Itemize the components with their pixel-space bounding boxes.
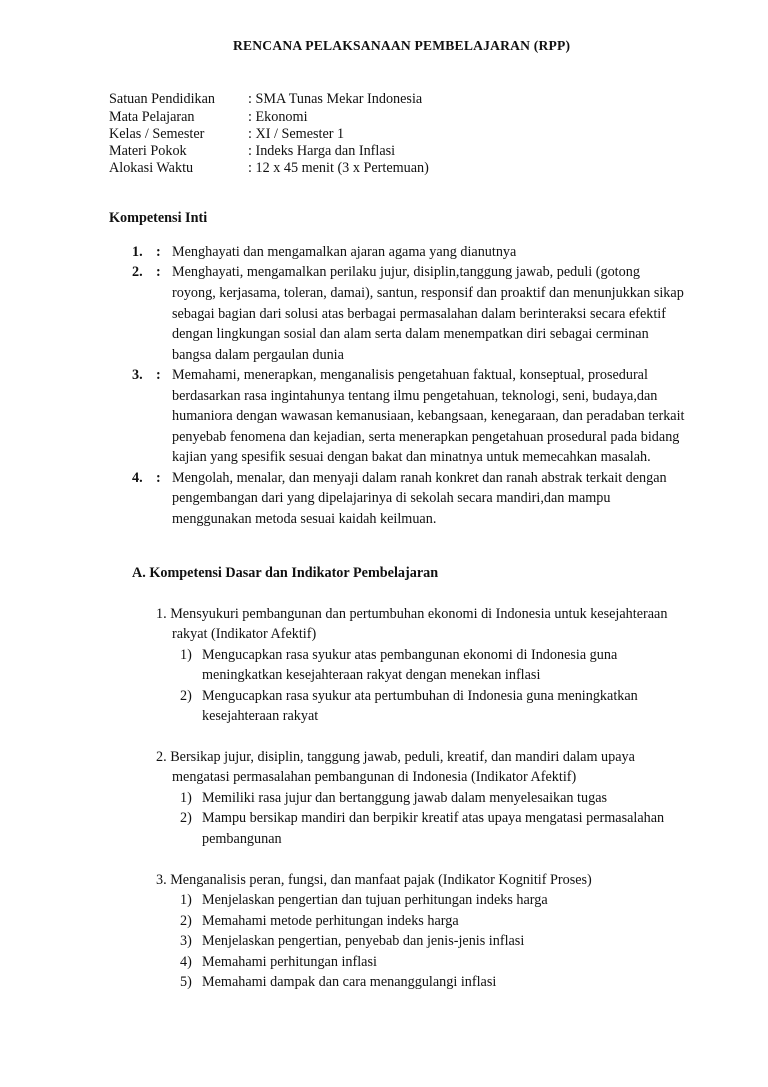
ki-line: dengan lingkungan sosial dan alam serta dalam menempatkan diri sebagai cerminan — [172, 326, 649, 342]
indicator-line: pembangunan — [202, 831, 282, 847]
ki-number: 2. — [132, 264, 143, 280]
indicator-number: 4) — [180, 954, 192, 970]
ki-line: pengembangan dari yang dipelajarinya di sekolah secara mandiri,dan mampu — [172, 490, 611, 506]
indicator-number: 5) — [180, 974, 192, 990]
section-heading-kompetensi-dasar: A. Kompetensi Dasar dan Indikator Pembelajaran — [132, 565, 439, 581]
info-value: : SMA Tunas Mekar Indonesia — [248, 91, 423, 107]
info-value: : Indeks Harga dan Inflasi — [248, 143, 396, 159]
indicator-line: Menjelaskan pengertian dan tujuan perhitungan indeks harga — [202, 892, 548, 908]
indicator-line: meningkatkan kesejahteraan rakyat dengan menekan inflasi — [202, 667, 541, 683]
ki-line: penyebab fenomena dan kejadian, serta menerapkan pengetahuan prosedural pada bidang — [172, 429, 680, 445]
indicator-number: 1) — [180, 647, 192, 663]
ki-line: sebagai bagian dari solusi atas berbagai permasalahan dalam berinteraksi secara efektif — [172, 306, 666, 322]
kd-line: 2. Bersikap jujur, disiplin, tanggung jawab, peduli, kreatif, dan mandiri dalam upaya — [156, 749, 635, 765]
ki-colon: : — [156, 244, 161, 260]
ki-colon: : — [156, 470, 161, 486]
info-value: : XI / Semester 1 — [248, 126, 345, 142]
ki-line: kajian yang spesifik sesuai dengan bakat dan minatnya untuk memecahkan masalah. — [172, 449, 651, 465]
ki-line: Menghayati dan mengamalkan ajaran agama yang dianutnya — [172, 244, 517, 260]
indicator-line: Mengucapkan rasa syukur ata pertumbuhan di Indonesia guna meningkatkan — [202, 688, 638, 704]
ki-line: humaniora dengan wawasan kemanusiaan, kebangsaan, kenegaraan, dan peradaban terkait — [172, 408, 685, 424]
indicator-line: kesejahteraan rakyat — [202, 708, 319, 724]
ki-line: menggunakan metoda sesuai kaidah keilmuan. — [172, 511, 437, 527]
indicator-number: 1) — [180, 892, 192, 908]
indicator-number: 2) — [180, 913, 192, 929]
kd-line: rakyat (Indikator Afektif) — [172, 626, 317, 642]
ki-line: Menghayati, mengamalkan perilaku jujur, disiplin,tanggung jawab, peduli (gotong — [172, 264, 640, 280]
info-label: Alokasi Waktu — [109, 160, 194, 176]
page-title: RENCANA PELAKSANAAN PEMBELAJARAN (RPP) — [233, 38, 571, 53]
ki-number: 1. — [132, 244, 143, 260]
indicator-line: Memahami dampak dan cara menanggulangi inflasi — [202, 974, 497, 990]
indicator-number: 3) — [180, 933, 192, 949]
ki-line: Mengolah, menalar, dan menyaji dalam ranah konkret dan ranah abstrak terkait dengan — [172, 470, 667, 486]
info-label: Kelas / Semester — [109, 126, 205, 142]
ki-colon: : — [156, 264, 161, 280]
indicator-line: Memiliki rasa jujur dan bertanggung jawab dalam menyelesaikan tugas — [202, 790, 608, 806]
ki-line: berdasarkan rasa ingintahunya tentang ilmu pengetahuan, teknologi, seni, budaya,dan — [172, 388, 658, 404]
info-label: Satuan Pendidikan — [109, 91, 215, 107]
kd-line: 3. Menganalisis peran, fungsi, dan manfaat pajak (Indikator Kognitif Proses) — [156, 872, 592, 888]
section-heading-kompetensi-inti: Kompetensi Inti — [109, 210, 208, 226]
ki-number: 3. — [132, 367, 143, 383]
info-label: Materi Pokok — [109, 143, 187, 159]
ki-line: bangsa dalam pergaulan dunia — [172, 347, 344, 363]
info-label: Mata Pelajaran — [109, 109, 195, 125]
kd-line: 1. Mensyukuri pembangunan dan pertumbuhan ekonomi di Indonesia untuk kesejahteraan — [156, 606, 668, 622]
info-value: : Ekonomi — [248, 109, 308, 125]
indicator-line: Memahami metode perhitungan indeks harga — [202, 913, 459, 929]
indicator-number: 2) — [180, 688, 192, 704]
indicator-line: Memahami perhitungan inflasi — [202, 954, 377, 970]
indicator-line: Menjelaskan pengertian, penyebab dan jenis-jenis inflasi — [202, 933, 525, 949]
indicator-number: 2) — [180, 810, 192, 826]
kd-line: mengatasi permasalahan pembangunan di Indonesia (Indikator Afektif) — [172, 769, 577, 785]
ki-line: Memahami, menerapkan, menganalisis pengetahuan faktual, konseptual, prosedural — [172, 367, 648, 383]
indicator-number: 1) — [180, 790, 192, 806]
info-value: : 12 x 45 menit (3 x Pertemuan) — [248, 160, 429, 176]
ki-colon: : — [156, 367, 161, 383]
indicator-line: Mengucapkan rasa syukur atas pembangunan ekonomi di Indonesia guna — [202, 647, 618, 663]
ki-number: 4. — [132, 470, 143, 486]
ki-line: royong, kerjasama, toleran, damai), santun, responsif dan proaktif dan menunjukkan sikap — [172, 285, 684, 301]
indicator-line: Mampu bersikap mandiri dan berpikir kreatif atas upaya mengatasi permasalahan — [202, 810, 665, 826]
